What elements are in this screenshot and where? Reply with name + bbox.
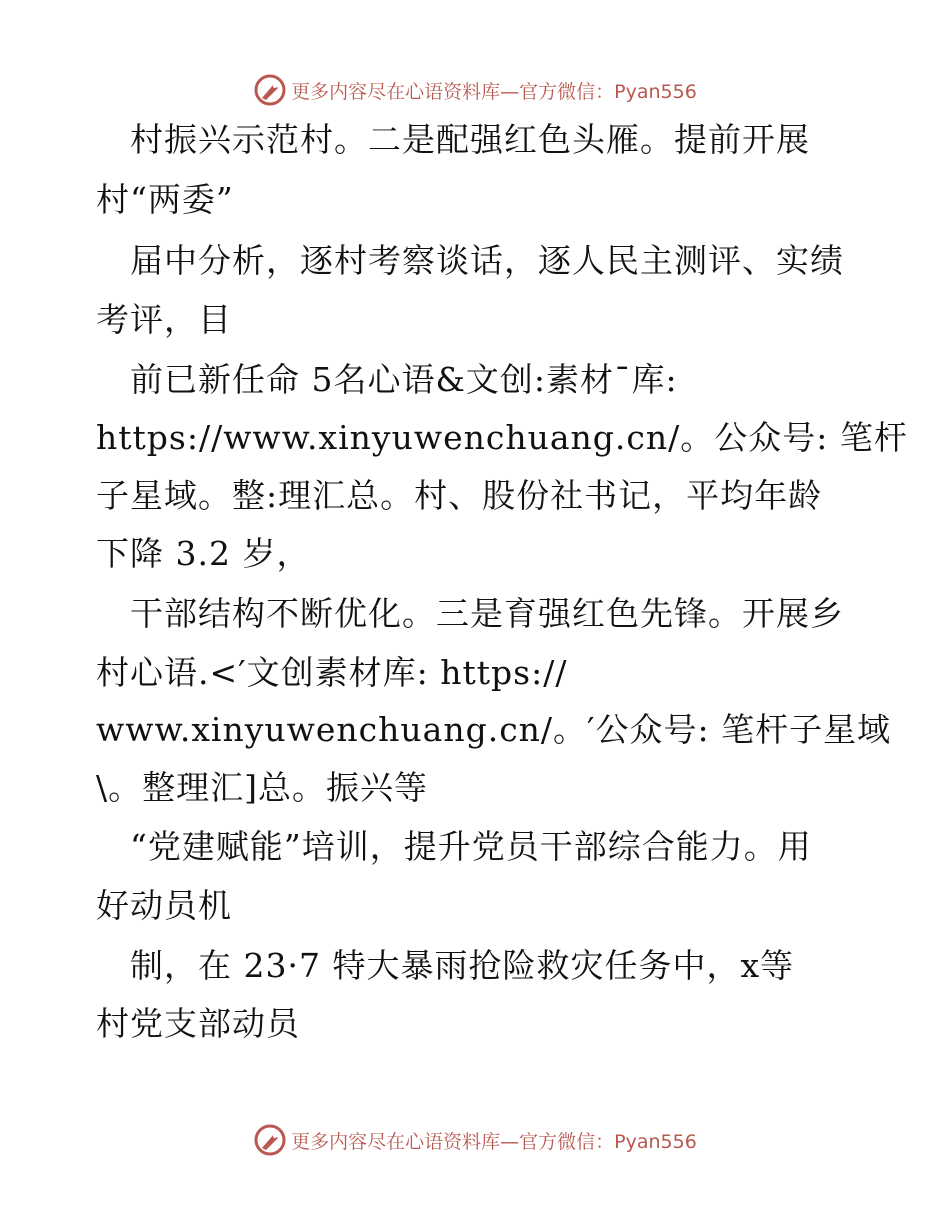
body-line: 考评，目 [96, 300, 232, 339]
body-line: 村心语.<′文创素材库: https:// [96, 653, 568, 692]
body-line: \。整理汇]总。振兴等 [96, 768, 428, 807]
pen-nib-circle-icon [253, 1123, 287, 1157]
body-line: 子星域。整:理汇总。村、股份社书记，平均年龄 [96, 476, 823, 515]
watermark-text: 更多内容尽在心语资料库—官方微信：Pyan556 [291, 1130, 697, 1153]
body-line: 村振兴示范村。二是配强红色头雁。提前开展 [96, 120, 810, 159]
body-line: 届中分析，逐村考察谈话，逐人民主测评、实绩 [96, 241, 844, 280]
body-line: 村党支部动员 [96, 1004, 300, 1043]
body-line: 村“两委” [96, 180, 234, 219]
watermark-text: 更多内容尽在心语资料库—官方微信：Pyan556 [291, 80, 697, 103]
body-line: www.xinyuwenchuang.cn/。′公众号: 笔杆子星域 [96, 710, 892, 749]
footer-watermark [0, 1120, 950, 1160]
body-line: 好动员机 [96, 886, 232, 925]
header-watermark [0, 70, 950, 110]
body-line: 干部结构不断优化。三是育强红色先锋。开展乡 [96, 594, 844, 633]
body-line: https://www.xinyuwenchuang.cn/。公众号: 笔杆 [96, 418, 908, 457]
body-line: 制，在 23·7 特大暴雨抢险救灾任务中，x等 [96, 946, 795, 985]
pen-nib-circle-icon [253, 73, 287, 107]
body-line: 下降 3.2 岁， [96, 534, 311, 573]
body-line: 前已新任命 5名心语&文创:素材¯库: [96, 360, 678, 399]
body-line: “党建赋能”培训，提升党员干部综合能力。用 [96, 827, 812, 866]
